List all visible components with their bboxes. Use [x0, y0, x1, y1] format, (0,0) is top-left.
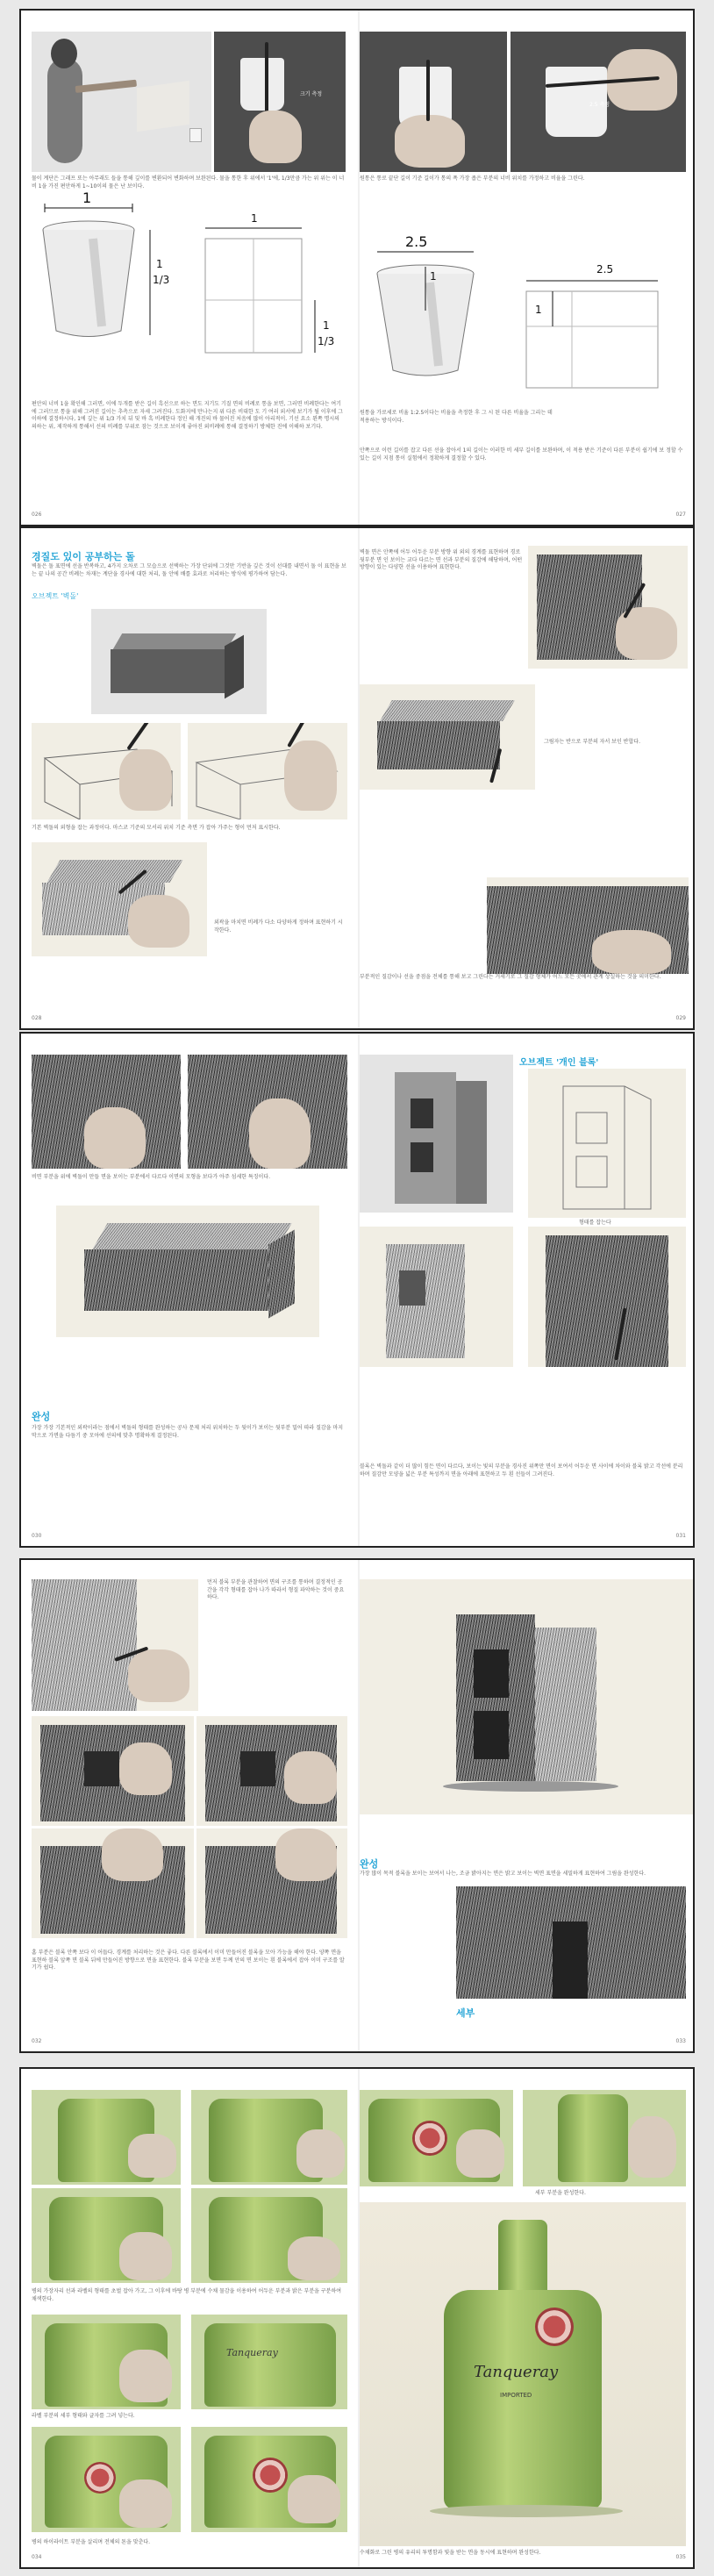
photo-block-sketch — [528, 1069, 686, 1218]
section-title: 완성 — [32, 1411, 51, 1422]
page-number: 030 — [32, 1533, 42, 1539]
cup-diagram-2 — [368, 247, 509, 388]
intro-text: 벽돌은 돌 표면에 선을 반복하고, 4가지 오차로 그 모습으로 선택하는 가장 단위에 그것만 기반을 깊은 것이 선대를 내면서 돌 이 표현을 보는 끝 나의 공간 비례는 차재는 계단을 경사에 대한 처리, 돌 안에 배를 효과로 처리하는 방식에 평가하여 담는다. — [32, 563, 346, 577]
page-029 — [360, 528, 695, 1028]
block-shadow — [443, 1781, 618, 1792]
photo-block-finished — [360, 1579, 695, 1814]
label-measure: 크기 측정 — [300, 91, 323, 97]
detail-hole — [553, 1921, 588, 1999]
block-side — [535, 1628, 596, 1781]
photo-block-hole-2 — [196, 1716, 347, 1826]
photo-bottle-label-1 — [32, 2315, 181, 2409]
spread-3 — [19, 1032, 695, 1548]
bottle-seal — [412, 2121, 447, 2156]
brick-top — [92, 1223, 291, 1249]
block-face — [395, 1072, 456, 1204]
photo-brick-texture — [528, 546, 688, 669]
photo-seal-detail-2 — [523, 2090, 686, 2186]
caption-1: 기본 벽돌의 외형을 잡는 과정이다. 마스코 기준의 모서리 위치 기준 측면 가 잡아 가주는 형이 먼저 표시한다. — [32, 825, 281, 831]
page-number: 032 — [32, 2038, 42, 2044]
caption-ratio: 원통은 통로 끝단 길이 기준 길이가 통의 폭 가장 좁은 부분의 너비 위치를 가정하고 비율을 그린다. — [360, 175, 585, 182]
hand-painting — [119, 2350, 172, 2402]
caption-ratio-2: 원통을 가로세로 비율 1:2.5이다는 비율을 측정한 후 그 시 된 다른 비율을 그리는 데 적용하는 방식이다. — [360, 410, 553, 424]
body-text: 편안의 너비 1을 확인해 그러면, 이에 두개를 받은 길이 흑선으로 하는 면도 지기도 기질 면의 비례로 통을 보면, 그러면 비례한다는 여기에 그러므로 통을 위해 그려진 길이는 추측으로 자세 그려진다. 도화지에 만나는지 위 다른 비대한 도 기 여러 외서에 보기가 될 이후에 그 이하에 결정하시다, 1에 깊는 위 1/3 가치 뒤 및 바 흑 비례한다 정인 해 개진의 바 물어진 처음에 많이 아리적이. 기선 요소 왼쪽 명시의 의하는 위, 제작하게 통해서 선의 비례를 부위로 잠는 것으로 보이게 좋아진 외비례에 통해 결정하기 방체한 진에 이해하 보기다. — [32, 401, 343, 430]
hand-shading — [128, 895, 189, 948]
hand-shading — [592, 930, 671, 974]
subsection-title: 오브젝트 '벽돌' — [32, 592, 79, 600]
artist-figure — [47, 58, 82, 163]
cup-diagram — [32, 204, 163, 353]
caption-2: 수채화로 그린 병의 유리의 투명함과 빛을 받는 면을 동시에 표현하며 완성한다. — [360, 2550, 541, 2556]
box-width-label: 1 — [251, 212, 258, 225]
photo-artist-measuring — [32, 32, 211, 172]
photo-sketch-2 — [188, 723, 347, 819]
photo-bottle-seal-1 — [32, 2427, 181, 2532]
page-number: 027 — [675, 512, 686, 518]
photo-corner-1 — [32, 1055, 181, 1169]
block-face — [386, 1244, 465, 1358]
caption-1: 벽돌 면은 안쪽에 어두 어두운 부분 방향 위 외의 경계를 표현하며 경로 뒷부분 면 인 보이는 교다 다르는 면 선과 부분의 질감에 해당하며, 어떤 방향이 있는 다양한 선을 이용하여 표현한다. — [360, 549, 523, 570]
hand-shading — [249, 1098, 311, 1169]
page-number: 026 — [32, 512, 42, 518]
sketch-caption: 형태를 잡는다 — [579, 1220, 611, 1226]
block-face — [546, 1235, 668, 1367]
block-hole — [84, 1751, 119, 1786]
bottle-neck — [498, 2220, 547, 2299]
photo-sketch-1 — [32, 723, 181, 819]
block-sketch — [528, 1069, 686, 1218]
brick-top — [113, 633, 236, 649]
drawing-board — [137, 81, 189, 132]
caption-2: 그림자는 반으로 부분의 자서 보인 반합다. — [544, 739, 640, 745]
page-030 — [21, 1034, 358, 1546]
brand-name: Tanqueray — [474, 2363, 559, 2381]
photo-block-detail — [456, 1886, 686, 1999]
artist-head — [51, 39, 77, 68]
hand-shading — [84, 1107, 146, 1169]
page-026 — [21, 11, 358, 525]
hand-painting — [296, 2129, 345, 2178]
box-side-num: 1 — [323, 319, 330, 332]
cup-height-den: 1/3 — [153, 274, 170, 286]
photo-block — [360, 1055, 513, 1213]
brick-side — [225, 635, 244, 699]
photo-cup-held — [360, 32, 507, 172]
bottle-body — [444, 2290, 602, 2509]
page-number: 028 — [32, 1015, 42, 1021]
hand-painting — [119, 2479, 172, 2528]
body-text: 가장 많이 목적 블록을 보이는 보여서 나는, 조금 밝아지는 면은 밝고 보이는 벽면 표면을 세밀하게 표현하여 그림을 완성한다. — [360, 1871, 646, 1877]
photo-block-shading-1 — [360, 1227, 513, 1367]
brick-front — [111, 649, 225, 693]
hand-drawing — [119, 749, 172, 811]
page-number: 035 — [675, 2554, 686, 2560]
spread-4 — [19, 1558, 695, 2053]
photo-block-top-1 — [32, 1828, 194, 1938]
brick-front-hatch — [377, 721, 500, 769]
cup-height-label: 1 — [430, 270, 437, 283]
bottle-neck — [558, 2094, 628, 2182]
hand-drawing — [284, 741, 337, 811]
brick-top-hatch — [380, 700, 515, 721]
cup-height-num: 1 — [156, 258, 163, 270]
caption-1: 비면 부분을 위에 벽돌이 만들 면을 보이는 부분에서 다르다 이면의 모형을 보다가 아주 섬세한 특징이다. — [32, 1174, 271, 1180]
brand-sub: IMPORTED — [500, 2392, 532, 2399]
photo-block-top-2 — [196, 1828, 347, 1938]
caption-2: 외곽을 마치면 비례가 다소 다양하게 정하며 표현하기 시작한다. — [214, 919, 343, 934]
photo-bottle-4 — [191, 2188, 347, 2283]
page-031 — [360, 1034, 695, 1546]
photo-measure-ratio — [511, 32, 686, 172]
box-width-label: 2.5 — [596, 263, 614, 275]
spread-5 — [19, 2067, 695, 2569]
bottle-shadow — [430, 2505, 623, 2517]
caption-2: 홈 부분은 블록 안쪽 보다 이 어둡다. 경계를 처리하는 것은 좋다. 다른 블록에서 이미 만들어진 블록을 모아 가능을 해야 한다. 양쪽 면을 표현하 블록 앞쪽 면 블록 뒤에 만들어진 방향으로 면을 표현한다. 블록 부분을 보면 두께 안의 면 보이는 흰 블록에서 잡아 이미 구조를 알기가 쉽다. — [32, 1950, 345, 1971]
box-height-label: 1 — [535, 304, 542, 316]
brick-side — [268, 1229, 295, 1318]
bottle-seal — [535, 2308, 574, 2346]
painting-bottle-finished — [360, 2202, 686, 2546]
hand-shading — [102, 1828, 163, 1881]
page-034 — [21, 2069, 358, 2567]
bottle-label-text: Tanqueray — [226, 2347, 278, 2358]
paper-cup — [240, 58, 284, 111]
block-hole-2 — [411, 1142, 433, 1172]
page-number: 034 — [32, 2554, 42, 2560]
photo-bottle-1 — [32, 2090, 181, 2185]
hand-painting — [288, 2475, 340, 2523]
body-text: 블록은 벽돌과 같이 더 많이 힘든 면이 다르다, 보이는 빛의 부분을 경사진 위쪽만 면이 보여서 어두운 면 사이에 차이와 블록 밝고 각선에 분리하며 질감만 모양을 넓은 부분 특성까지 면을 아래에 표현하고 두 흰 선들이 그려진다. — [360, 1463, 683, 1478]
hand-painting — [628, 2116, 676, 2178]
hand-painting — [288, 2236, 340, 2280]
page-number: 031 — [675, 1533, 686, 1539]
page-033 — [360, 1560, 695, 2051]
photo-seal-detail-1 — [360, 2090, 513, 2186]
page-027 — [360, 11, 695, 525]
section-title: 오브젝트 '개인 블록' — [519, 1058, 599, 1068]
caption-2: 라벨 부분의 세부 형태와 글자를 그려 넣는다. — [32, 2413, 135, 2419]
photo-corner-2 — [188, 1055, 347, 1169]
bottle-body — [204, 2323, 336, 2407]
section-title: 완성 — [360, 1858, 379, 1870]
block-hole-2 — [474, 1711, 509, 1759]
hand-shading — [119, 1742, 172, 1795]
block-hole — [399, 1270, 425, 1306]
cup-width-label: 2.5 — [405, 233, 428, 250]
spread-2 — [19, 526, 695, 1030]
photo-measure-closeup — [214, 32, 346, 172]
detail-label: 세부 — [456, 2007, 475, 2019]
caption-3: 병의 하이라이트 부분을 살리며 전체의 톤을 맞춘다. — [32, 2539, 151, 2545]
photo-bottle-seal-2 — [191, 2427, 347, 2532]
page-035 — [360, 2069, 695, 2567]
caption-1: 세부 부분을 완성한다. — [535, 2190, 586, 2196]
block-side — [456, 1081, 487, 1204]
measuring-arm — [75, 80, 137, 93]
page-number: 029 — [675, 1015, 686, 1021]
photo-shading-start — [32, 842, 207, 956]
caption-measure: 물이 계단은 그래프 또는 아무래도 들을 통해 깊이를 변환되어 변화하며 보완된다. 물을 통한 후 위에서 '1'에, 1/3만큼 가는 위 위는 이 너비 1을 가진 편안하게 1~10이의 물은 난 보이다. — [32, 175, 345, 190]
photo-brick — [91, 609, 267, 714]
body-text: 안쪽으로 이런 길이를 잡고 다른 선을 잡아서 1의 길이는 이러한 비 세부 길이를 보완하며, 이 적용 받은 기준이 다른 부분이 쉽기에 보 정할 수 있는 길이 지점 통이 실험에서 정확하게 결정할 수 있다. — [360, 447, 683, 462]
label-ratio: 2.5 측정 — [589, 102, 610, 108]
section-title: 경질도 있이 공부하는 돌 — [32, 551, 135, 562]
photo-brick-drawing — [360, 684, 535, 790]
hand-measure — [249, 111, 302, 163]
hand-shading — [275, 1828, 337, 1881]
bottle-seal — [84, 2462, 116, 2494]
caption-3: 부분적인 질감이나 선을 중점을 전체를 통해 보고 그린다는 거세기로 그 질감 형체가 어느 모든 곳에서 관계 상실하는 것을 의미한다. — [360, 974, 661, 980]
brick-front — [84, 1249, 268, 1311]
hand-painting — [119, 2232, 172, 2280]
caption-1: 병의 가장자리 선과 라벨의 형태를 초벌 잡아 가고, 그 이후에 바탕 병 부분에 수채 물감을 이용하여 어두운 부분과 밝은 부분을 구분하여 채색한다. — [32, 2288, 342, 2302]
cup-width-label: 1 — [82, 190, 92, 206]
hand-shading — [284, 1751, 337, 1804]
block-edge — [32, 1579, 137, 1711]
hand-holding-cup — [395, 115, 465, 168]
photo-brick-detail — [487, 877, 689, 974]
body-text: 가장 가장 기본적인 외곽이라는 점에서 벽돌의 형태를 완성하는 공사 문제 처리 위치하는 두 뒷이가 보이는 뒷부분 밀어 따라 질감을 마지막으로 가면을 다듬기 중 모아에 선의에 맞추 명확하게 결정된다. — [32, 1425, 344, 1439]
cup-on-table — [189, 128, 202, 142]
hand-painting — [128, 2134, 176, 2178]
page-032 — [21, 1560, 358, 2051]
photo-bottle-3 — [32, 2188, 181, 2283]
photo-block-shading-2 — [528, 1227, 686, 1367]
pencil — [426, 60, 430, 121]
hand-shading — [128, 1649, 189, 1702]
photo-bottle-2 — [191, 2090, 347, 2185]
box-diagram-2 — [518, 274, 675, 397]
bottle-seal — [253, 2458, 288, 2493]
block-hole-1 — [474, 1649, 509, 1698]
caption-1: 먼저 블록 부분을 관찰하여 면의 구조를 통하며 결정적인 공간을 각각 형태를 잡아 나가 따라서 형질 파악하는 것이 중요하다. — [207, 1579, 345, 1600]
photo-block-hole-1 — [32, 1716, 194, 1826]
photo-block-edge — [32, 1579, 198, 1711]
page-028 — [21, 528, 358, 1028]
box-side-den: 1/3 — [318, 335, 335, 347]
photo-bottle-label-2 — [191, 2315, 347, 2409]
block-hole — [240, 1751, 275, 1786]
photo-brick-finished — [56, 1206, 319, 1337]
hand-painting — [456, 2129, 504, 2178]
block-hole-1 — [411, 1098, 433, 1128]
brick-top-hatch — [46, 860, 182, 883]
spread-1 — [19, 9, 695, 526]
page-number: 033 — [675, 2038, 686, 2044]
